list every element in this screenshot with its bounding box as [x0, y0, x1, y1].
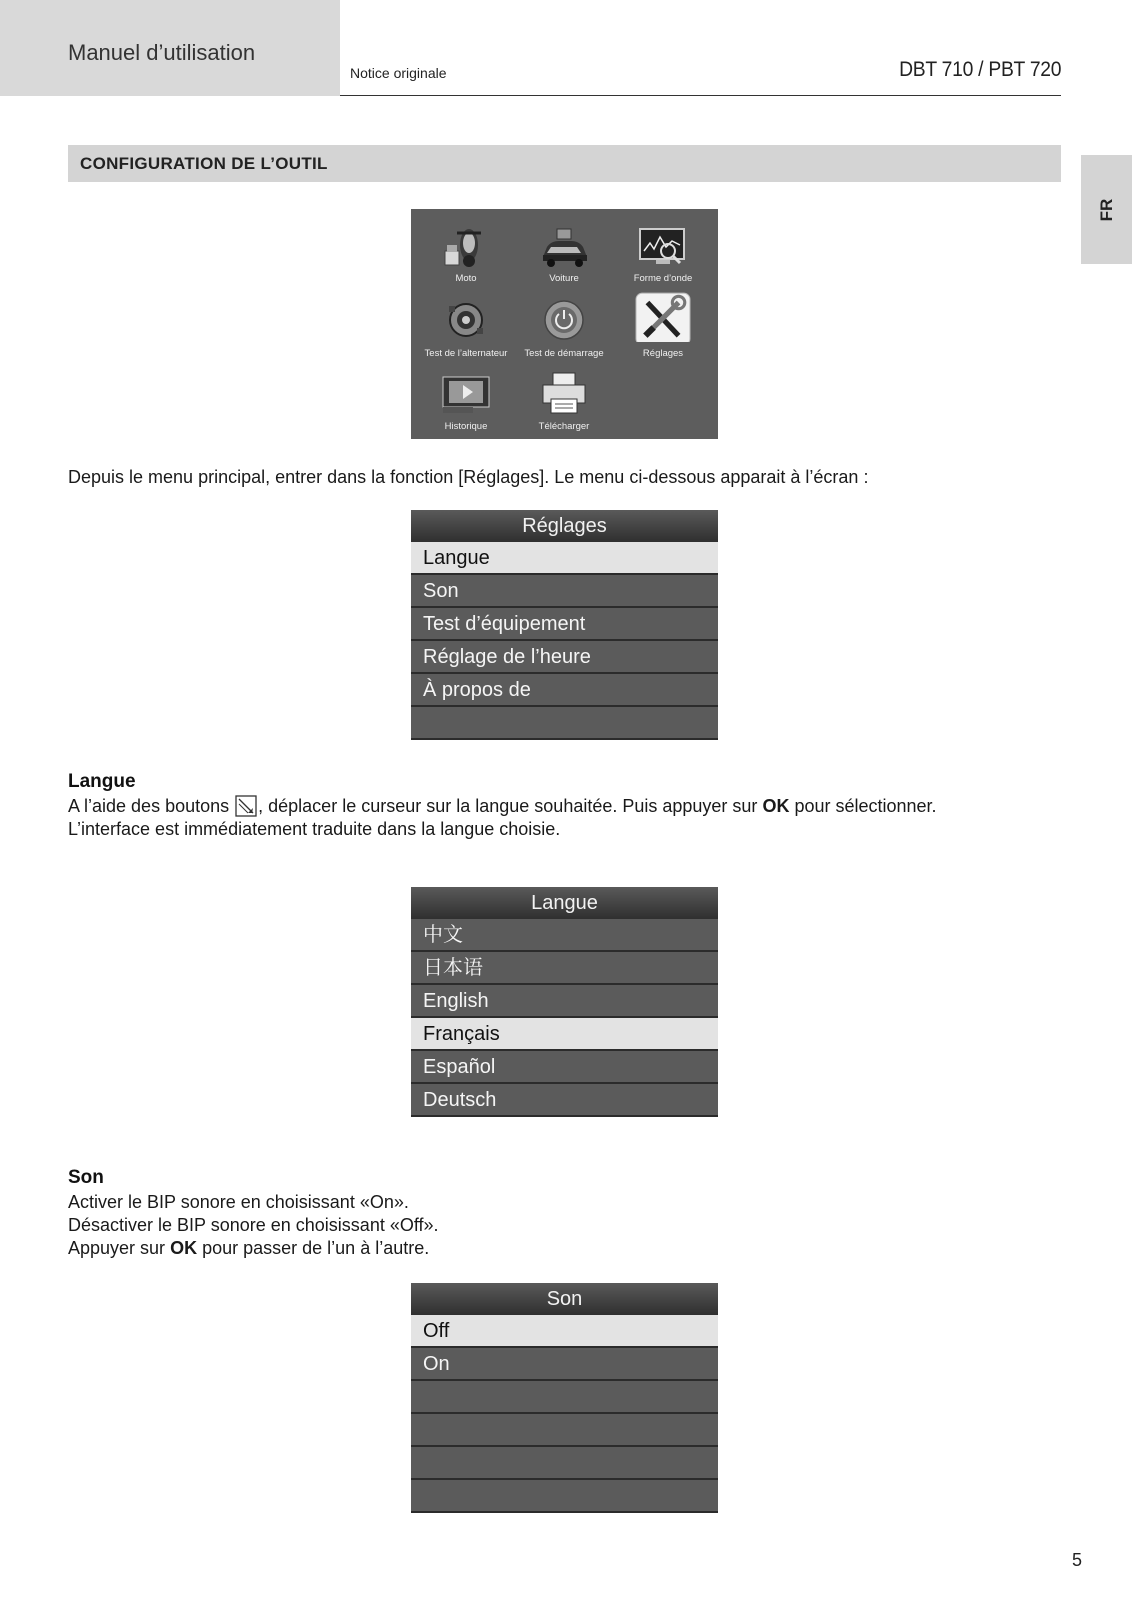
menu-item-moto[interactable] — [411, 217, 521, 287]
menu-item-settings[interactable] — [608, 292, 718, 362]
wrench-screwdriver-icon — [635, 290, 691, 342]
section-title: CONFIGURATION DE L’OUTIL — [80, 154, 328, 173]
menu-item-alternator[interactable] — [411, 292, 521, 362]
menu-item-history[interactable] — [411, 365, 521, 435]
model-name: DBT 710 / PBT 720 — [898, 58, 1061, 81]
menu-row-english[interactable]: English — [411, 985, 718, 1018]
menu-title: Réglages — [411, 510, 718, 542]
notice-label: Notice originale — [350, 65, 447, 81]
menu-row-off[interactable]: Off — [411, 1315, 718, 1348]
menu-row-empty — [411, 1447, 718, 1480]
langue-paragraph-2: L’interface est immédiatement traduite dans la langue choisie. — [68, 819, 561, 839]
menu-label: Test de démarrage — [524, 348, 604, 359]
menu-row-test-equipement[interactable]: Test d’équipement — [411, 608, 718, 641]
menu-label: Voiture — [549, 273, 579, 284]
printer-icon — [537, 371, 591, 417]
son-line-2: Désactiver le BIP sonore en choisissant «Off». — [68, 1215, 439, 1235]
header-rule — [340, 95, 1061, 96]
langue-menu — [411, 887, 718, 1117]
menu-title: Langue — [411, 887, 718, 919]
alternator-icon — [439, 298, 493, 344]
menu-row-langue[interactable]: Langue — [411, 542, 718, 575]
menu-label: Réglages — [642, 348, 684, 359]
menu-label: Moto — [455, 273, 477, 284]
langue-paragraph: A l’aide des boutons , déplacer le curseur sur la langue souhaitée. Puis appuyer sur OK pour sélectionner. — [68, 796, 937, 816]
menu-row-chinese[interactable]: 中文 — [411, 919, 718, 952]
menu-title: Son — [411, 1283, 718, 1315]
menu-row-reglage-heure[interactable]: Réglage de l’heure — [411, 641, 718, 674]
menu-item-waveform[interactable] — [608, 217, 718, 287]
menu-row-espanol[interactable]: Español — [411, 1051, 718, 1084]
son-line-3: Appuyer sur OK pour passer de l’un à l’autre. — [68, 1238, 430, 1258]
menu-row-empty — [411, 707, 718, 740]
menu-row-deutsch[interactable]: Deutsch — [411, 1084, 718, 1117]
menu-item-voiture[interactable] — [509, 217, 619, 287]
menu-row-empty — [411, 1480, 718, 1513]
main-menu-screenshot — [411, 209, 718, 439]
waveform-icon — [636, 223, 690, 269]
langue-heading: Langue — [68, 771, 136, 792]
section-header — [68, 145, 1061, 182]
menu-label: Historique — [444, 421, 488, 432]
power-icon — [537, 298, 591, 344]
menu-row-japanese[interactable]: 日本语 — [411, 952, 718, 985]
menu-row-son[interactable]: Son — [411, 575, 718, 608]
menu-item-start-test[interactable] — [509, 292, 619, 362]
menu-row-francais[interactable]: Français — [411, 1018, 718, 1051]
menu-row-empty — [411, 1414, 718, 1447]
manual-title: Manuel d’utilisation — [68, 40, 256, 65]
arrow-buttons-icon — [235, 795, 257, 817]
son-menu — [411, 1283, 718, 1513]
menu-label: Forme d’onde — [633, 273, 693, 284]
menu-label: Télécharger — [538, 421, 590, 432]
motorcycle-icon — [439, 223, 493, 269]
menu-row-on[interactable]: On — [411, 1348, 718, 1381]
menu-label: Test de l’alternateur — [424, 348, 508, 359]
menu-row-empty — [411, 1381, 718, 1414]
son-heading: Son — [68, 1167, 104, 1188]
film-history-icon — [439, 371, 493, 417]
car-icon — [537, 223, 591, 269]
menu-row-a-propos[interactable]: À propos de — [411, 674, 718, 707]
settings-menu — [411, 510, 718, 740]
language-tab: FR — [1081, 155, 1132, 264]
intro-text: Depuis le menu principal, entrer dans la fonction [Réglages]. Le menu ci-dessous apparait à l’écran : — [68, 467, 869, 487]
menu-item-download[interactable] — [509, 365, 619, 435]
page-number: 5 — [1071, 1550, 1082, 1570]
son-line-1: Activer le BIP sonore en choisissant «On». — [68, 1192, 409, 1212]
